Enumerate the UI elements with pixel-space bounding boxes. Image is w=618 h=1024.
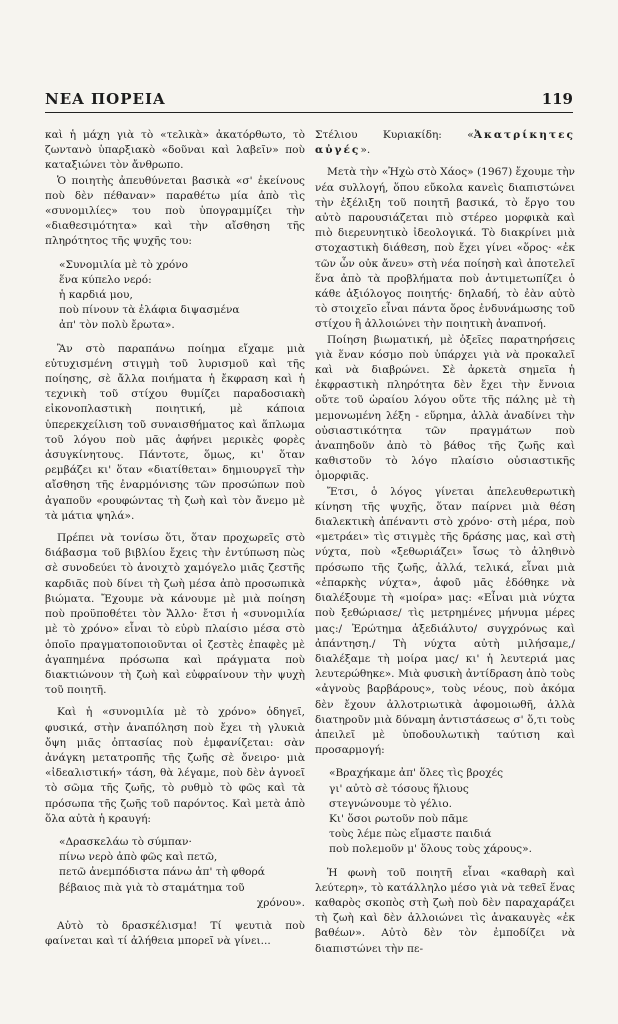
header-rule xyxy=(45,112,573,113)
book-reference xyxy=(315,128,575,158)
right-column xyxy=(315,128,575,1008)
poem-line: «Συνομιλία μὲ τὸ χρόνο xyxy=(59,258,189,271)
poem-line: Κι' ὅσοι ρωτοῦν ποὺ πᾶμε xyxy=(329,812,468,825)
paragraph: Καὶ ἡ «συνομιλία μὲ τὸ χρόνο» ὁδηγεῖ, φυσικά, στὴν ἀναπόληση ποὺ ἔχει τὴ γλυκιὰ ὄψη μιᾶς ὀπτασίας ποὺ ἐμφανίζεται: σὰν ἀνάγκη μετατροπῆς τῆς ζωῆς σὲ ὄνειρο· μιὰ «ἰδεαλιστική» τάση, θὰ λέγαμε, ποὺ δὲν ἀγνοεῖ τὸ σῶμα τῆς ζωῆς, τὸ ρυθμὸ τὸ φῶς καὶ τὰ πρόσωπα τῆς ζωῆς τοῦ παρόντος. Καὶ μετὰ ἀπὸ ὅλα αὐτὰ ἡ κραυγή: xyxy=(45,706,305,825)
journal-title: ΝΕΑ ΠΟΡΕΙΑ xyxy=(45,90,166,108)
paragraph: Ἡ φωνὴ τοῦ ποιητῆ εἶναι «καθαρὴ καὶ λεύτερη», τὸ κατάλληλο μέσο γιὰ νὰ τεθεῖ ἕνας καθαρὸς σκοπὸς στὴ ζωὴ ποὺ δὲν παραχαράζει τὴ ζωὴ καὶ δὲν ἀλλοιώνει τὶς ἀνακαυγὲς «ἐκ βαθέων». Αὐτὸ δὲν τὸν ἐμποδίζει νὰ διαπιστώνει τὴν πε- xyxy=(315,866,575,955)
poem-quote xyxy=(59,258,305,334)
paragraph: Ὁ ποιητὴς ἀπευθύνεται βασικὰ «σ' ἐκείνους ποὺ δὲν πέθαναν» παραθέτω μία ἀπὸ τὶς «συνομιλίες» του ποὺ ὑπογραμμίζει τὴν «διαθεσιμότητα» καὶ τὴν αἴσθηση τῆς πληρότητος τῆς ψυχῆς του: xyxy=(45,174,305,248)
page-number: 119 xyxy=(541,90,573,108)
poem-line: πετῶ ἀνεμπόδιστα πάνω ἀπ' τὴ φθορά xyxy=(59,866,265,879)
poem-line: ποὺ πολεμοῦν μ' ὅλους τοὺς χάρους». xyxy=(329,843,532,856)
paragraph: Μετὰ τὴν «Ἠχὼ στὸ Χάος» (1967) ἔχουμε τὴν νέα συλλογή, ὅπου εὔκολα κανεὶς διαπιστώνει τὴν ἐξέλιξη τοῦ ποιητῆ βασικά, τὸ ἔργο του αὐτὸ παρουσιάζεται πιὸ στέρεο μορφικὰ καὶ πιὸ διερευνητικὸ ἰδεολογικά. Τὸ διακρίνει μιὰ στοχαστικὴ διάθεση, ποὺ ἔχει γίνει «ὅρος· «ἐκ τῶν ὧν οὐκ ἄνευ» στὴ νέα ποίησὴ καὶ ἀποτελεῖ ἕνα ἀπὸ τὰ προβλήματα ποὺ ἀντιμετωπίζει ὁ κάθε ἀξιόλογος ποιητής· δηλαδή, τὸ ἐὰν αὐτὸ τὸ στοιχεῖο εἶναι πάντα ὅρος ἐνδυνάμωσης τοῦ στίχου ἢ ἀλλοιώνει τὴν ποιητικὴ ἀναπνοή. xyxy=(315,166,575,331)
poem-line: ἀπ' τὸν πολὺ ἔρωτα». xyxy=(59,319,175,332)
paragraph: καὶ ἡ μάχη γιὰ τὸ «τελικὰ» ἀκατόρθωτο, τὸ ζωντανὸ ὑπαρξιακὸ «δοῦναι καὶ λαβεῖν» ποὺ καταξιώνει τὸν ἄνθρωπο. xyxy=(45,129,305,172)
book-reference-end: ». xyxy=(360,144,371,157)
book-title: Ἀκατρίκητες αὐγές xyxy=(315,129,575,157)
poem-line: γι' αὐτὸ σὲ τόσους ἥλιους xyxy=(329,782,469,795)
paragraph: Αὐτὸ τὸ δρασκέλισμα! Τί ψευτιὰ ποὺ φαίνεται καὶ τί ἀλήθεια μπορεῖ νὰ γίνει... xyxy=(45,919,305,948)
paragraph: Ἂν στὸ παραπάνω ποίημα εἴχαμε μιὰ εὐτυχισμένη στιγμὴ τοῦ λυρισμοῦ καὶ τῆς ποίησης, σὲ ἄλλα ποιήματα ἡ ἔκφραση καὶ ἡ τεχνικὴ τοῦ στίχου θυμίζει παραδοσιακὴ εἰκονοπλαστικὴ ποιητική, μὲ κάποια ὑπερεκχείλιση τοῦ συναισθήματος καὶ ἅπλωμα τοῦ λόγου ποὺ μᾶς ἀφήνει μερικὲς φορὲς ἀσυγκίνητους. Πάντοτε, ὅμως, κι' ὅταν ρεμβάζει κι' ὅταν «διατίθεται» δημιουργεῖ τὴν αἴσθηση τῆς ἐναρμόνισης τῶν προσώπων ποὺ ἀγαποῦν «ρουφώντας τὴ ζωὴ καὶ τὸν ἄνεμο μὲ τὰ μάτια ψηλά». xyxy=(45,342,305,522)
poem-quote xyxy=(329,766,575,857)
poem-line: τοὺς λέμε πὼς εἴμαστε παιδιά xyxy=(329,828,492,841)
poem-line: στεγνώνουμε τὸ γέλιο. xyxy=(329,797,453,810)
poem-line: ποὺ πίνουν τὰ ἐλάφια διψασμένα xyxy=(59,304,240,317)
poem-line: ἕνα κύπελο νερό: xyxy=(59,273,152,286)
paragraph: Ποίηση βιωματική, μὲ ὀξεῖες παρατηρήσεις γιὰ ἕναν κόσμο ποὺ ὑπάρχει γιὰ νὰ προκαλεῖ καὶ νὰ διαβρώνει. Σὲ ἀρκετὰ σημεῖα ἡ ἐκφραστικὴ πληρότητα δὲν ἔχει τὴν ἔννοια οὔτε τοῦ ὡραίου λόγου οὔτε τῆς πάλης μὲ τὴ μεμονωμένη λέξη - εὕρημα, ἀλλὰ ἀναδίνει τὴν οὐσιαστικότητα τῶν πραγμάτων ποὺ ἀναπηδοῦν ἀπὸ τὸ βάθος τῆς ζωῆς καὶ καθιστοῦν τὸ λόγο πλαίσιο οὐσιαστικῆς ὁμορφιᾶς. xyxy=(315,333,575,483)
poem-line: ἡ καρδιά μου, xyxy=(59,289,133,302)
poem-line: «Δρασκελάω τὸ σύμπαν· xyxy=(59,835,192,848)
left-column xyxy=(45,128,305,1008)
paragraph: Πρέπει νὰ τονίσω ὅτι, ὅταν προχωρεῖς στὸ διάβασμα τοῦ βιβλίου ἔχεις τὴν ἐντύπωση πὼς σὲ συνοδεύει τὸ ἀνοιχτὸ χαμόγελο μιᾶς ζεστῆς καρδιᾶς ποὺ δίνει τὴ ζωὴ μέσα ἀπὸ προσωπικὰ βιώματα. Ἔχουμε νὰ κάνουμε μὲ μιὰ ποίηση ποὺ προϋποθέτει τὸν Ἄλλο· ἔτσι ἡ «συνομιλία μὲ τὸ χρόνο» εἶναι τὸ εὐρὺ πλαίσιο μέσα στὸ ὁποῖο πραγματοποιοῦνται οἱ ζεστὲς ἐπαφὲς μὲ ἀγαπημένα πρόσωπα καὶ πράγματα ποὺ διακτιώνουν τὴ ζωὴ καὶ εὐφραίνουν τὴν ψυχὴ τοῦ ποιητῆ. xyxy=(45,532,305,697)
book-author: Στέλιου Κυριακίδη: « xyxy=(315,129,474,141)
poem-line: βέβαιος πιὰ γιὰ τὸ σταμάτημα τοῦ xyxy=(59,881,245,894)
poem-line: πίνω νερὸ ἀπὸ φῶς καὶ πετῶ, xyxy=(59,851,218,864)
poem-quote xyxy=(59,835,305,911)
poem-line: χρόνου». xyxy=(256,896,305,909)
poem-line: «Βραχήκαμε ἀπ' ὅλες τὶς βροχές xyxy=(329,767,504,780)
paragraph: Ἔτσι, ὁ λόγος γίνεται ἀπελευθερωτικὴ κίνηση τῆς ψυχῆς, ὅταν παίρνει μιὰ θέση διαλεκτικὴ ἀπέναντι στὸ χρόνο· στὴ μέρα, ποὺ «μετράει» τὶς στιγμὲς τῆς δράσης μας, καὶ στὴ νύχτα, ποὺ «ξεθωριάζει» ἴσως τὸ ἀληθινὸ πρόσωπο τῆς ζωῆς, ἀλλά, τελικά, εἶναι μιὰ «ἐπαρκὴς νύχτα», ἀφοῦ μᾶς ἐδόθηκε νὰ διαλέξουμε τὴ «μοίρα» μας: «Εἶναι μιὰ νύχτα ποὺ ξεθώριασε/ τὶς μετρημένες μήνυμα μέρες μας:/ Ἐρώτημα ἀξεδιάλυτο/ συγχρόνως καὶ ἀπάντηση./ Τὴ νύχτα αὐτὴ μιλήσαμε,/ διαλέξαμε τὴ μοίρα μας/ κι' ἡ λευτεριά μας λευτερώθηκε». Μιὰ φυσικὴ ἀντίδραση ἀπὸ τοὺς «ἀγνοὺς βαρβάρους», τοὺς νέους, ποὺ ἀκόμα δὲν ἔχουν ἀλλοτριωτικὰ ἀφομοιωθῆ, ἀλλὰ διατηροῦν μιὰ δύναμη ἀντιστάσεως σ' ὅ,τι τοὺς ἀπειλεῖ μὲ ὑποδουλωτικὴ ταύτιση καὶ προσαρμογή: xyxy=(315,485,575,757)
